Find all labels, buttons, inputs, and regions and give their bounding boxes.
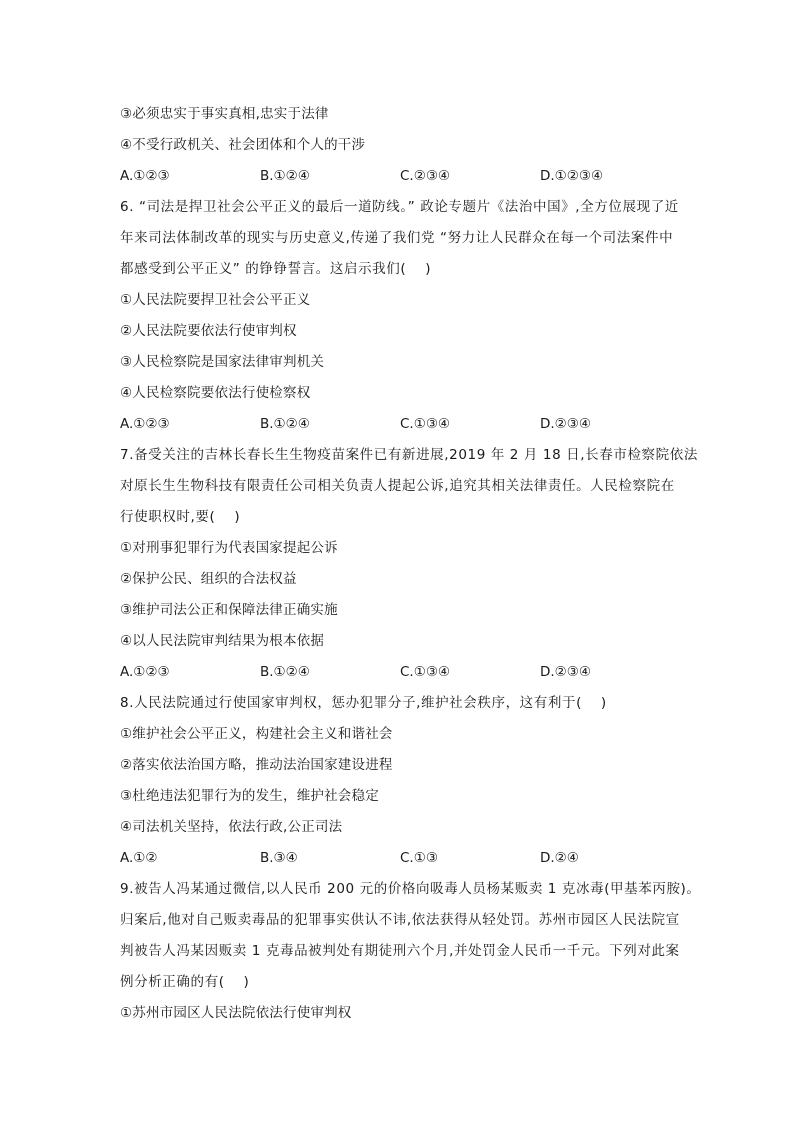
question-9-stem: 例分析正确的有( ) xyxy=(120,974,250,990)
choice-c: C.①③④ xyxy=(400,664,451,680)
choice-d: D.②④ xyxy=(540,850,579,866)
question-content xyxy=(120,101,701,1031)
question-7-stem: 行使职权时,要( ) xyxy=(120,509,241,525)
choice-c: C.①③④ xyxy=(400,416,451,432)
choice-d: D.②③④ xyxy=(540,664,591,680)
question-7-stem: 7.备受关注的吉林长春长生生物疫苗案件已有新进展,2019 年 2 月 18 日,长春市检察院依法 xyxy=(120,447,698,463)
answer-choices xyxy=(120,411,680,442)
question-6-stem: 年来司法体制改革的现实与历史意义,传递了我们党 “努力让人民群众在每一个司法案件中 xyxy=(120,230,674,246)
choice-d: D.②③④ xyxy=(540,416,591,432)
option-item: ③人民检察院是国家法律审判机关 xyxy=(120,354,325,370)
answer-choices xyxy=(120,163,680,194)
option-item: ④人民检察院要依法行使检察权 xyxy=(120,385,311,401)
option-item: ④司法机关坚持，依法行政,公正司法 xyxy=(120,819,343,835)
option-item: ④不受行政机关、社会团体和个人的干涉 xyxy=(120,137,366,153)
option-item: ①苏州市园区人民法院依法行使审判权 xyxy=(120,1005,352,1021)
question-8-stem: 8.人民法院通过行使国家审判权，惩办犯罪分子,维护社会秩序，这有利于( ) xyxy=(120,695,607,711)
choice-c: C.①③ xyxy=(400,850,438,866)
answer-choices xyxy=(120,659,680,690)
question-9-stem: 9.被告人冯某通过微信,以人民币 200 元的价格向吸毒人员杨某贩卖 1 克冰毒(甲基苯丙胺)。 xyxy=(120,881,701,897)
choice-a: A.①②③ xyxy=(120,416,170,432)
question-6-stem: 都感受到公平正义” 的铮铮誓言。这启示我们( ) xyxy=(120,261,432,277)
option-item: ②人民法院要依法行使审判权 xyxy=(120,323,297,339)
choice-a: A.①②③ xyxy=(120,664,170,680)
question-9-stem: 判被告人冯某因贩卖 1 克毒品被判处有期徒刑六个月,并处罚金人民币一千元。下列对此案 xyxy=(120,943,680,959)
option-item: ②保护公民、组织的合法权益 xyxy=(120,571,297,587)
question-9-stem: 归案后,他对自己贩卖毒品的犯罪事实供认不讳,依法获得从轻处罚。苏州市园区人民法院宣 xyxy=(120,912,680,928)
choice-b: B.①②④ xyxy=(260,168,310,184)
choice-b: B.①②④ xyxy=(260,416,310,432)
option-item: ①维护社会公平正义，构建社会主义和谐社会 xyxy=(120,726,393,742)
choice-b: B.①②④ xyxy=(260,664,310,680)
option-item: ③杜绝违法犯罪行为的发生，维护社会稳定 xyxy=(120,788,379,804)
choice-a: A.①②③ xyxy=(120,168,170,184)
choice-b: B.③④ xyxy=(260,850,298,866)
option-item: ①人民法院要捍卫社会公平正义 xyxy=(120,292,311,308)
option-item: ①对刑事犯罪行为代表国家提起公诉 xyxy=(120,540,338,556)
option-item: ④以人民法院审判结果为根本依据 xyxy=(120,633,325,649)
option-item: ③必须忠实于事实真相,忠实于法律 xyxy=(120,106,329,122)
question-6-stem: 6. “司法是捍卫社会公平正义的最后一道防线。” 政论专题片《法治中国》,全方位展现了近 xyxy=(120,199,679,215)
option-item: ③维护司法公正和保障法律正确实施 xyxy=(120,602,338,618)
choice-d: D.①②③④ xyxy=(540,168,604,184)
option-item: ②落实依法治国方略，推动法治国家建设进程 xyxy=(120,757,393,773)
choice-c: C.②③④ xyxy=(400,168,451,184)
question-7-stem: 对原长生生物科技有限责任公司相关负责人提起公诉,追究其相关法律责任。人民检察院在 xyxy=(120,478,675,494)
answer-choices xyxy=(120,845,680,876)
choice-a: A.①② xyxy=(120,850,158,866)
